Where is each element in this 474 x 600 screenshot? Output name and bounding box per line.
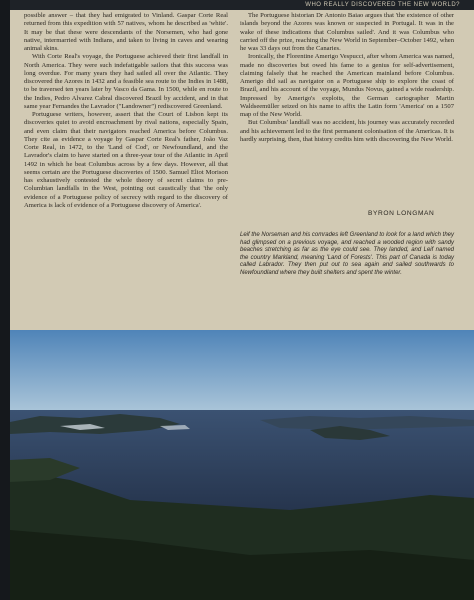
right-text-column [240, 12, 454, 144]
sky [10, 330, 474, 410]
left-text-column [24, 12, 228, 210]
right-paragraph-2: Ironically, the Florentine Amerigo Vespucci, after whom America was named, made no discoveries but owed his fame to a genius for self-advertisement, claiming falsely that he reached the American mainland before Columbus. Amerigo did sail as navigator on a Portuguese ship to explore the coast of Brazil, and his account of the voyage, Mundus Novus, gained a wide readership. Impressed by Amerigo's exploits, the German cartographer Martin Waldseemüller seized on his name to affix the Latin form 'America' on a 1507 map of the New World. [240, 53, 454, 118]
running-head-bar [10, 0, 474, 10]
right-paragraph-3: But Columbus' landfall was no accident, his journey was accurately recorded and his achievement led to the first permanent colonisation of the Americas. It is hardly surprising, then, that history credits him with discovering the New World. [240, 119, 454, 143]
magazine-page [10, 0, 474, 600]
photo-caption: Leif the Norseman and his comrades left Greenland to look for a land which they had glimpsed on a previous voyage, and reached a wooded region with sandy beaches stretching as far as the eye could see. They landed, and Leif named the country Markland, meaning 'Land of Forests'. This part of Canada is today called Labrador. They then put out to sea again and sailed southwards to Newfoundland where they built shelters and spent the winter. [240, 232, 454, 276]
left-paragraph-3: Portuguese writers, however, assert that the Court of Lisbon kept its discoveries quiet to avoid encroachment by rival nations, especially Spain, and even claim that their navigators reached America before Columbus. They cite as evidence a voyage by Gaspar Corte Real's father, João Vaz Corte Real, in 1472, to the 'Land of Cod', or Newfoundland, and the Lavrador's claim to have started on a three-year tour of the Atlantic in April 1492 in which he beat Columbus across by a few days. However, all that seems certain are the Portuguese discoveries of 1500. Samuel Eliot Morison has exhaustively contested the whole theory of secret claims to pre-Columbian landfalls in the West, pointing out caustically that 'the only evidence of a Portuguese policy of secrecy with regard to the discovery of America is lack of evidence of a Portuguese discovery of America'. [24, 111, 228, 209]
landscape-image [10, 330, 474, 600]
running-head: WHO REALLY DISCOVERED THE NEW WORLD? [305, 2, 460, 8]
left-paragraph-2: With Corte Real's voyage, the Portuguese achieved their first landfall in North America. They were such indefatigable sailors that this success was long overdue. For many years they had sailed all over the Atlantic. They discovered the Azores in 1432 and a feasible sea route to the Indies in 1488, to be traversed ten years later by Vasco da Gama. In 1500, while en route to the Indies, Pedro Alvarez Cabral discovered Brazil by accident, and in that same year Fernandes the Lavrador ("Landowner") rediscovered Greenland. [24, 53, 228, 110]
labrador-landscape-photo [10, 330, 474, 600]
right-paragraph-1: The Portuguese historian Dr Antonio Baiao argues that 'the existence of other islands beyond the Azores was known or suspected in Portugal. It was in the wake of these indications that Columbus sailed'. And it was Columbus who carried off the prize, reaching the New World in September–October 1492, when he was 33 days out from the Canaries. [240, 12, 454, 52]
left-paragraph-1: possible answer – that they had emigrated to Vinland. Gaspar Corte Real returned from this expedition with 57 natives, whom he described as 'white'. It may be that these were descendants of the Norsemen, who had gone native, intermarried with Indians, and taken to living in caves and wearing animal skins. [24, 12, 228, 52]
author-byline: BYRON LONGMAN [368, 210, 435, 217]
